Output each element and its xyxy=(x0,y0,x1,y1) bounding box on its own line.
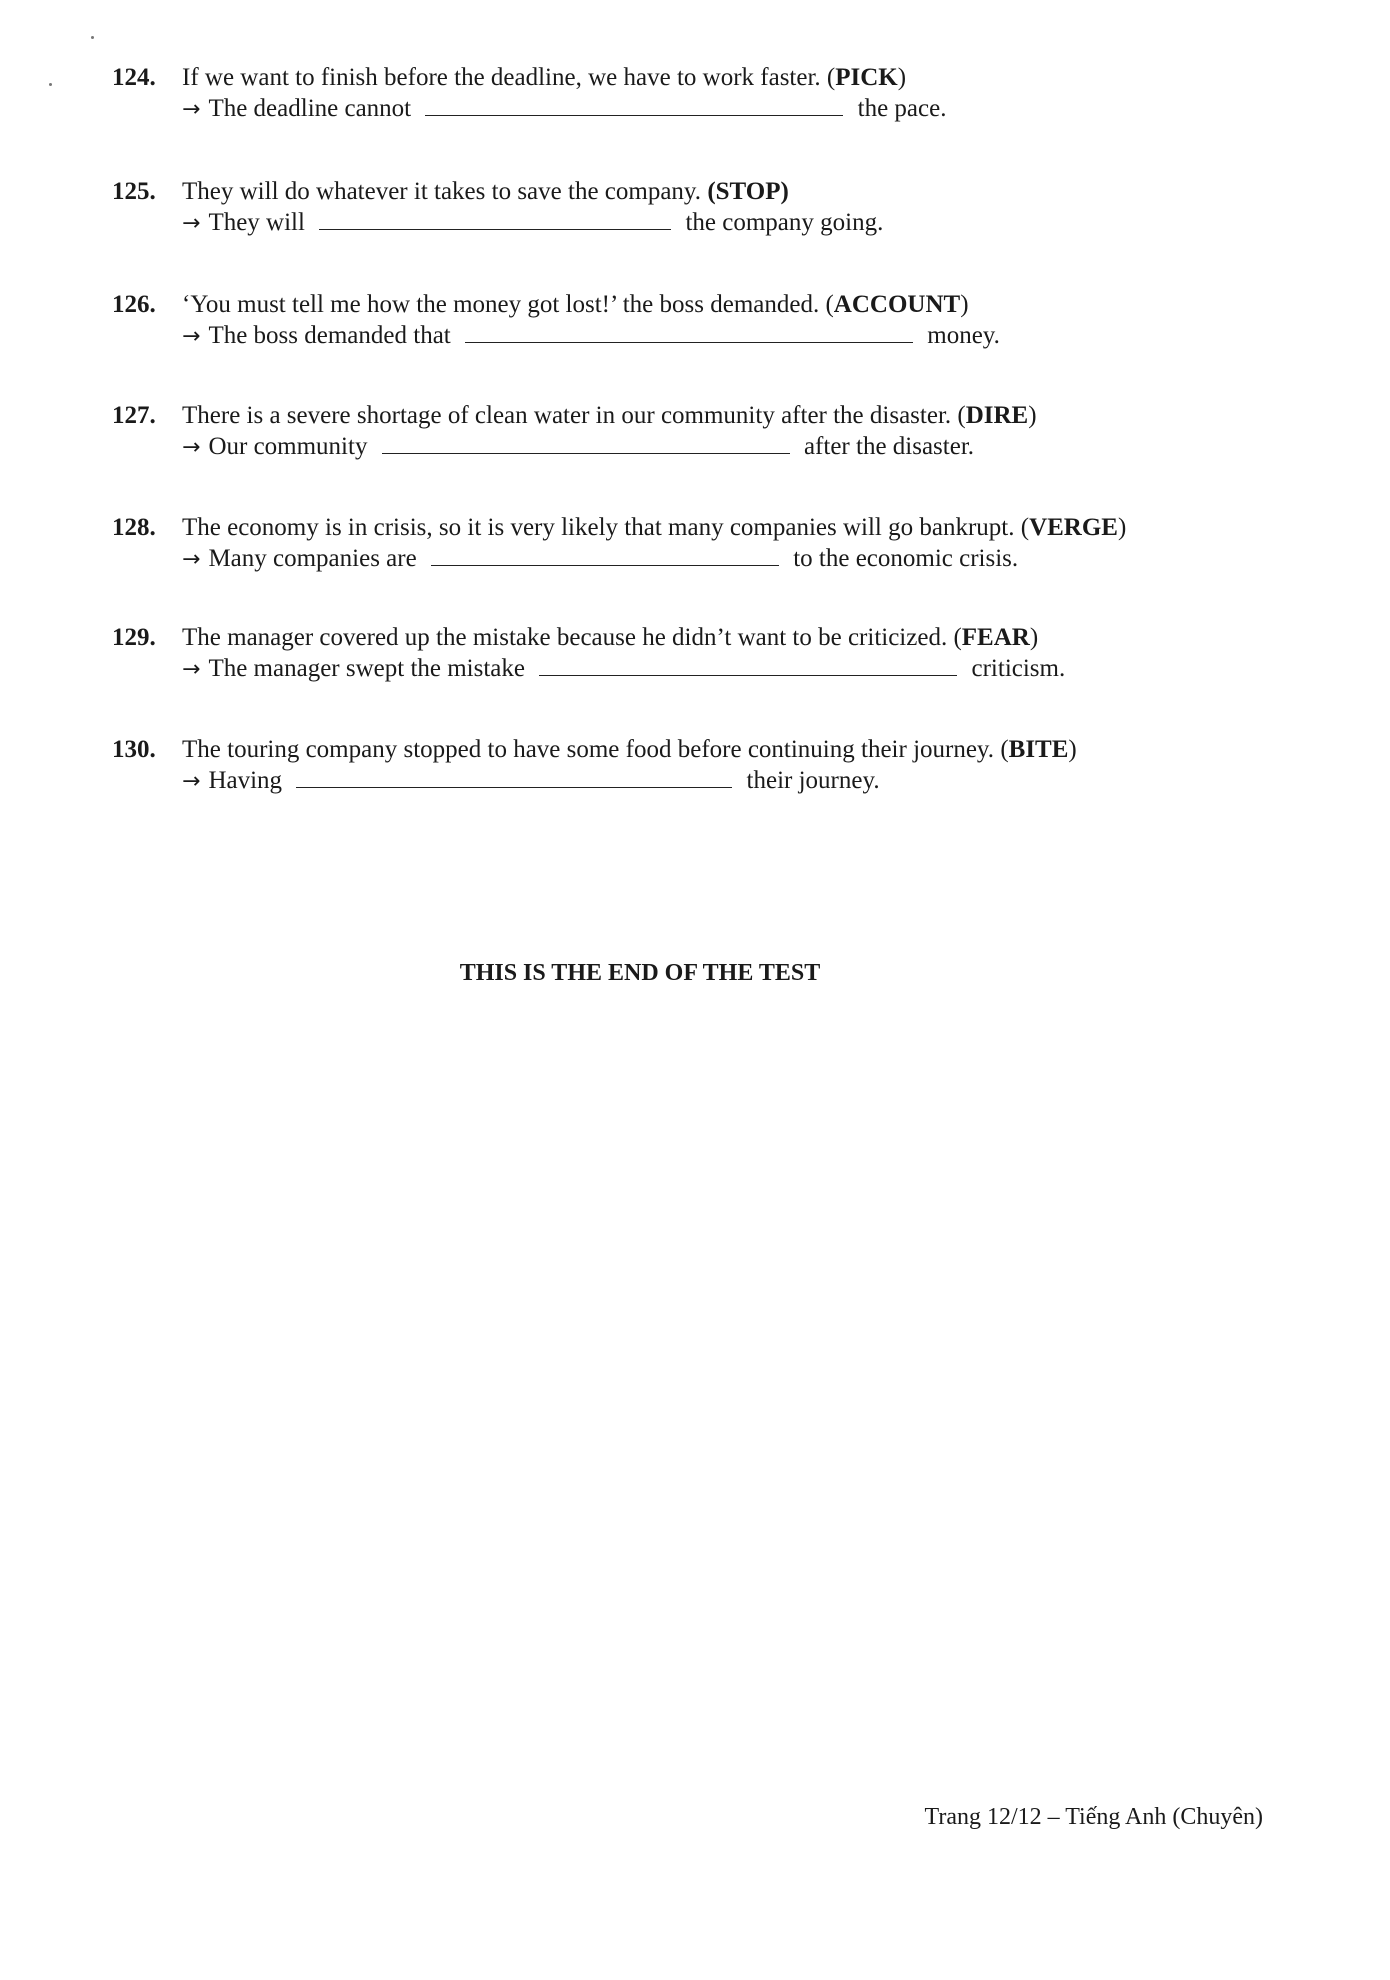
question-keyword: BITE xyxy=(1008,736,1069,763)
question-keyword: STOP xyxy=(715,178,781,205)
answer-prefix: Many companies are xyxy=(208,545,417,572)
question-sentence: The economy is in crisis, so it is very likely that many companies will go bankrupt. xyxy=(182,514,1015,541)
question-number: 124. xyxy=(112,64,156,91)
question-keyword: FEAR xyxy=(961,624,1030,651)
answer-suffix: their journey. xyxy=(746,767,880,794)
question-125: 125. They will do whatever it takes to save the company. (STOP) → They will the company going. xyxy=(112,177,1312,239)
end-of-test-heading: THIS IS THE END OF THE TEST xyxy=(459,960,821,986)
question-124: 124. If we want to finish before the deadline, we have to work faster. (PICK) → The deadline cannot the pace. xyxy=(112,63,1312,125)
arrow-icon: → xyxy=(182,657,201,682)
answer-blank[interactable] xyxy=(382,431,790,454)
arrow-icon: → xyxy=(182,97,201,122)
answer-blank[interactable] xyxy=(465,320,913,343)
question-sentence: There is a severe shortage of clean water in our community after the disaster. xyxy=(182,402,952,429)
question-126: 126. ‘You must tell me how the money got lost!’ the boss demanded. (ACCOUNT) → The boss demanded that money. xyxy=(112,290,1312,352)
question-keyword: VERGE xyxy=(1029,514,1118,541)
answer-suffix: money. xyxy=(927,322,1000,349)
question-129: 129. The manager covered up the mistake because he didn’t want to be criticized. (FEAR) → The manager swept the mistake criticism. xyxy=(112,623,1312,685)
question-number: 126. xyxy=(112,291,156,318)
question-number: 127. xyxy=(112,402,156,429)
scan-speck xyxy=(91,36,94,39)
page-footer: Trang 12/12 – Tiếng Anh (Chuyên) xyxy=(924,1804,1263,1830)
question-sentence: They will do whatever it takes to save the company. xyxy=(182,178,702,205)
arrow-icon: → xyxy=(182,435,201,460)
arrow-icon: → xyxy=(182,769,201,794)
question-keyword: ACCOUNT xyxy=(833,291,961,318)
question-sentence: The manager covered up the mistake because he didn’t want to be criticized. xyxy=(182,624,948,651)
question-128: 128. The economy is in crisis, so it is very likely that many companies will go bankrupt. (VERGE) → Many companies are to the economic crisis. xyxy=(112,513,1312,575)
answer-prefix: They will xyxy=(208,209,305,236)
arrow-icon: → xyxy=(182,324,201,349)
answer-blank[interactable] xyxy=(425,93,843,116)
answer-suffix: criticism. xyxy=(971,655,1066,682)
question-sentence: ‘You must tell me how the money got lost!’ the boss demanded. xyxy=(182,291,820,318)
question-number: 128. xyxy=(112,514,156,541)
question-sentence: If we want to finish before the deadline, we have to work faster. xyxy=(182,64,821,91)
answer-blank[interactable] xyxy=(319,207,671,230)
answer-prefix: Our community xyxy=(208,433,368,460)
answer-prefix: Having xyxy=(208,767,283,794)
question-sentence: The touring company stopped to have some food before continuing their journey. xyxy=(182,736,995,763)
answer-blank[interactable] xyxy=(431,543,779,566)
answer-suffix: the company going. xyxy=(685,209,884,236)
answer-prefix: The deadline cannot xyxy=(208,95,412,122)
arrow-icon: → xyxy=(182,211,201,236)
question-127: 127. There is a severe shortage of clean water in our community after the disaster. (DIRE) → Our community after the disaster. xyxy=(112,401,1312,463)
arrow-icon: → xyxy=(182,547,201,572)
question-keyword: DIRE xyxy=(965,402,1029,429)
answer-blank[interactable] xyxy=(296,765,732,788)
answer-suffix: the pace. xyxy=(857,95,947,122)
answer-prefix: The manager swept the mistake xyxy=(208,655,525,682)
answer-blank[interactable] xyxy=(539,653,957,676)
question-number: 130. xyxy=(112,736,156,763)
scan-speck xyxy=(49,83,52,86)
question-130: 130. The touring company stopped to have some food before continuing their journey. (BITE) → Having their journey. xyxy=(112,735,1312,797)
answer-suffix: to the economic crisis. xyxy=(793,545,1019,572)
answer-prefix: The boss demanded that xyxy=(208,322,451,349)
question-number: 129. xyxy=(112,624,156,651)
answer-suffix: after the disaster. xyxy=(803,433,975,460)
question-keyword: PICK xyxy=(835,64,898,91)
question-number: 125. xyxy=(112,178,156,205)
